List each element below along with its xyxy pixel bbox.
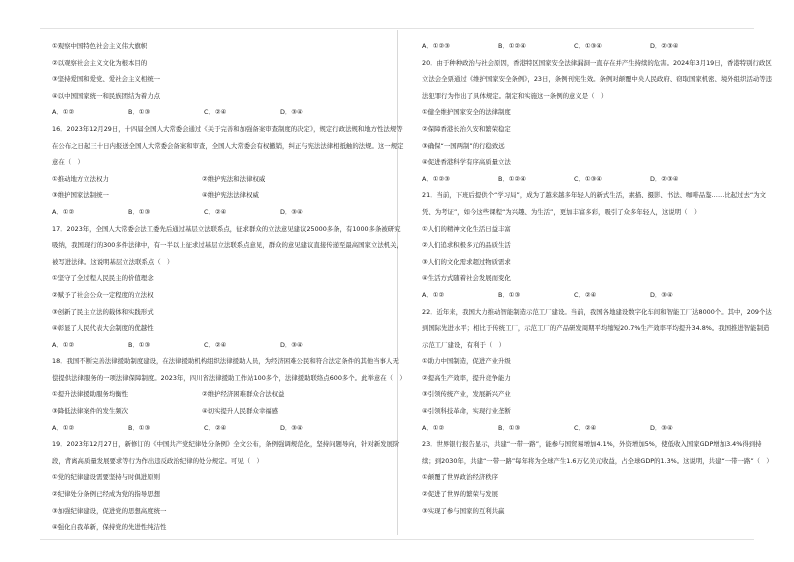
q15-option-1: ①观察中国特色社会主义伟大旗帜 <box>52 42 148 50</box>
q18-choice-c[interactable]: C．②④ <box>204 423 227 432</box>
q21-choice-a[interactable]: A．①② <box>422 290 445 299</box>
right-column <box>422 38 774 519</box>
q15-choice-d[interactable]: D．③④ <box>280 108 303 117</box>
q17-option-4: ④彰显了人民代表大会制度的优越性 <box>52 324 154 333</box>
q23-option-2: ②促进了世界的繁荣与发展 <box>422 490 499 499</box>
q23-option-3: ③实现了参与国家的互利共赢 <box>422 506 505 515</box>
q17-choice-b[interactable]: B．①③ <box>128 340 151 349</box>
q21-choice-d[interactable]: D．③④ <box>650 290 673 299</box>
q18-stem: 18．我国不断完善法律援助制度建设，在法律援助机构组织法律援助人员，为经济困难公民和符合法定条件的其他当事人无偿提供法律服务的一项法律保障制度。2023年，四川省法律援助工作站100多个，法律援助联络点600多个。此举意在（ ） <box>52 357 406 382</box>
q19-choice-c[interactable]: C．①③④ <box>574 42 603 50</box>
q17-option-2: ②赋予了社会公众一定程度的立法权 <box>52 290 154 299</box>
q18-option-2: ②维护经济困难群众合法权益 <box>202 390 285 399</box>
q15-option-3: ③坚持爱国和爱党、爱社会主义相统一 <box>52 75 160 84</box>
top-rule <box>40 28 754 29</box>
q22-choice-c[interactable]: C．②④ <box>574 423 597 432</box>
q16-option-3: ③维护国家法制统一 <box>52 191 109 200</box>
q21-stem: 21．当前，下班后提供个“学习局”，成为了越来越多年轻人的新式生活，素描、摄影、书法、咖啡品鉴……比起过去“为文凭、为考证”，如今这些课程“为兴趣、为生活”，更加丰富多彩，吸引了众多年轻人，这说明（ ） <box>422 191 766 216</box>
q19-option-3: ③加强纪律建设，促进党的思想高度统一 <box>52 506 167 515</box>
q21-choice-b[interactable]: B．①③ <box>498 290 521 299</box>
q18-choice-a[interactable]: A．①② <box>52 423 75 432</box>
q23-option-1: ①颠覆了世界政治经济秩序 <box>422 473 499 482</box>
q21-option-1: ①人们的精神文化生活日益丰富 <box>422 224 511 233</box>
q17-choices <box>52 337 404 354</box>
q20-option-4: ④促进香港科学有序高质量立法 <box>422 158 511 167</box>
q22-option-1: ①助力中国制造，促进产业升级 <box>422 357 511 366</box>
q19-choice-d[interactable]: D．②③④ <box>650 42 679 50</box>
q22-choice-a[interactable]: A．①② <box>422 423 445 432</box>
q22-option-4: ④引领科技革命，实现行业垄断 <box>422 407 511 416</box>
q19-choice-a[interactable]: A．①②③ <box>422 42 450 50</box>
q15-choice-c[interactable]: C．②④ <box>204 108 227 117</box>
q16-choices <box>52 204 404 221</box>
q16-option-4: ④维护宪法法律权威 <box>202 191 259 200</box>
q18-choice-d[interactable]: D．③④ <box>280 423 303 432</box>
q16-option-2: ②维护宪法和法律权威 <box>202 174 266 183</box>
q22-choice-d[interactable]: D．③④ <box>650 423 673 432</box>
q20-stem: 20．由于种种政治与社会原因，香港特区国家安全法律漏洞一直存在并产生持续的危害。2024年3月19日，香港特别行政区立法会全票通过《维护国家安全条例》，23日，条例刊宪生效。条例对颠覆中央人民政府、窃取国家机密、境外组织活动等违法犯罪行为作出了具体规定。制定和实施这一条例的意义是（ ） <box>422 58 773 100</box>
q15-choice-a[interactable]: A．①② <box>52 108 75 117</box>
q22-choice-b[interactable]: B．①③ <box>498 423 521 432</box>
q19-choices <box>422 38 774 55</box>
q20-choice-c[interactable]: C．①③④ <box>574 174 603 183</box>
q21-choices <box>422 287 774 304</box>
q17-choice-d[interactable]: D．③④ <box>280 340 303 349</box>
q16-choice-a[interactable]: A．①② <box>52 207 75 216</box>
q17-option-1: ①坚守了全过程人民民主的价值理念 <box>52 274 154 283</box>
q20-option-3: ③确保“一国两制”的行稳致远 <box>422 141 505 150</box>
q19-option-4: ④强化自我革新，保持党的先进性纯洁性 <box>52 523 167 532</box>
q18-options-row1 <box>52 386 404 403</box>
left-column <box>52 38 404 536</box>
q17-choice-a[interactable]: A．①② <box>52 340 75 349</box>
q21-option-4: ④生活方式随着社会发展而变化 <box>422 274 511 283</box>
q15-option-4: ④以中国国家统一和民族团结为着力点 <box>52 91 160 100</box>
q20-choices <box>422 171 774 188</box>
q18-choices <box>52 420 404 437</box>
q18-choice-b[interactable]: B．①③ <box>128 423 151 432</box>
q16-option-1: ①推动地方立法权力 <box>52 174 109 183</box>
q15-option-2: ②以观察社会主义文化为根本目的 <box>52 58 148 67</box>
q16-stem: 16．2023年12月29日，十四届全国人大常委会通过《关于完善和加强备案审查制度的决定》，规定行政法规和地方性法规等在公布之日起三十日内报送全国人大常委会备案和审查，全国人大常委会有权撤销，纠正与宪法法律相抵触的法规。这一规定意在（ ） <box>52 124 404 167</box>
q16-options-row2 <box>52 187 404 204</box>
q23-stem: 23．世界银行报告显示，共建“一带一路”，能参与国贸易增加4.1%，外资增加5%，使低收入国家GDP增加3.4%得到持续；到2030年，共建“一带一路”每年将为全球产生1.6万亿美元收益，占全球GDP的1.3%。这说明，共建“一带一路”（ ） <box>422 440 773 465</box>
bottom-rule <box>40 539 754 540</box>
q22-stem: 22．近年来，我国大力推动智能制造示范工厂建设。当前，我国各地建设数字化车间和智能工厂达8000个。其中，209个达到国际先进水平；相比于传统工厂，示范工厂的产品研发周期平均缩短20.7%生产效率平均提升34.8%。我国推进智能制造示范工厂建设，有利于（ ） <box>422 307 772 349</box>
q21-choice-c[interactable]: C．②④ <box>574 290 597 299</box>
q22-option-2: ②提高生产效率，提升竞争能力 <box>422 373 511 382</box>
q19-choice-b[interactable]: B．①②④ <box>498 42 526 50</box>
q15-choice-b[interactable]: B．①③ <box>128 108 151 117</box>
q21-option-3: ③人们的文化需求超过物质需求 <box>422 257 511 266</box>
q19-option-1: ①党的纪律建设需要坚持与时俱进原则 <box>52 473 160 482</box>
q16-choice-b[interactable]: B．①③ <box>128 207 151 216</box>
q17-choice-c[interactable]: C．②④ <box>204 340 227 349</box>
q20-option-2: ②保障香港长治久安和繁荣稳定 <box>422 124 511 133</box>
q20-choice-b[interactable]: B．①②④ <box>498 174 526 183</box>
q17-stem: 17．2023年，全国人大常委会法工委先后通过基层立法联系点，征求群众的立法意见建议25000多条，有1000多条被研究吸纳，我国现行的300多件法律中，有一半以上征求过基层立法联系点意见，群众的意见建议直接传递至最高国家立法机关，被写进法律。这说明基层立法联系点（ ） <box>52 224 403 266</box>
q16-options-row1 <box>52 171 404 188</box>
q16-choice-c[interactable]: C．②④ <box>204 207 227 216</box>
q20-choice-d[interactable]: D．②③④ <box>650 174 679 183</box>
q19-option-2: ②纪律处分条例已经成为党的指导思想 <box>52 490 160 499</box>
q20-option-1: ①健全维护国家安全的法律制度 <box>422 108 511 117</box>
q20-choice-a[interactable]: A．①②③ <box>422 174 450 183</box>
q22-option-3: ③引领传统产业，发展新兴产业 <box>422 390 511 399</box>
q22-choices <box>422 420 774 437</box>
q19-stem: 19．2023年12月27日，新修订的《中国共产党纪律处分条例》全文公布，条例强调规范化，坚持问题导向，针对新发展阶段，背离高质量发展要求等行为作出违反政治纪律的处分规定。可见（ ） <box>52 440 400 465</box>
q18-option-1: ①提升法律援助服务均衡性 <box>52 390 129 399</box>
q16-choice-d[interactable]: D．③④ <box>280 207 303 216</box>
q18-option-3: ③降低法律案件的发生频次 <box>52 407 129 416</box>
q15-choices <box>52 104 404 121</box>
q17-option-3: ③创新了民主立法的载体和实践形式 <box>52 307 154 316</box>
q21-option-2: ②人们追求积极多元的品质生活 <box>422 241 511 250</box>
q18-options-row2 <box>52 403 404 420</box>
q18-option-4: ④切实提升人民群众幸福感 <box>202 407 279 416</box>
